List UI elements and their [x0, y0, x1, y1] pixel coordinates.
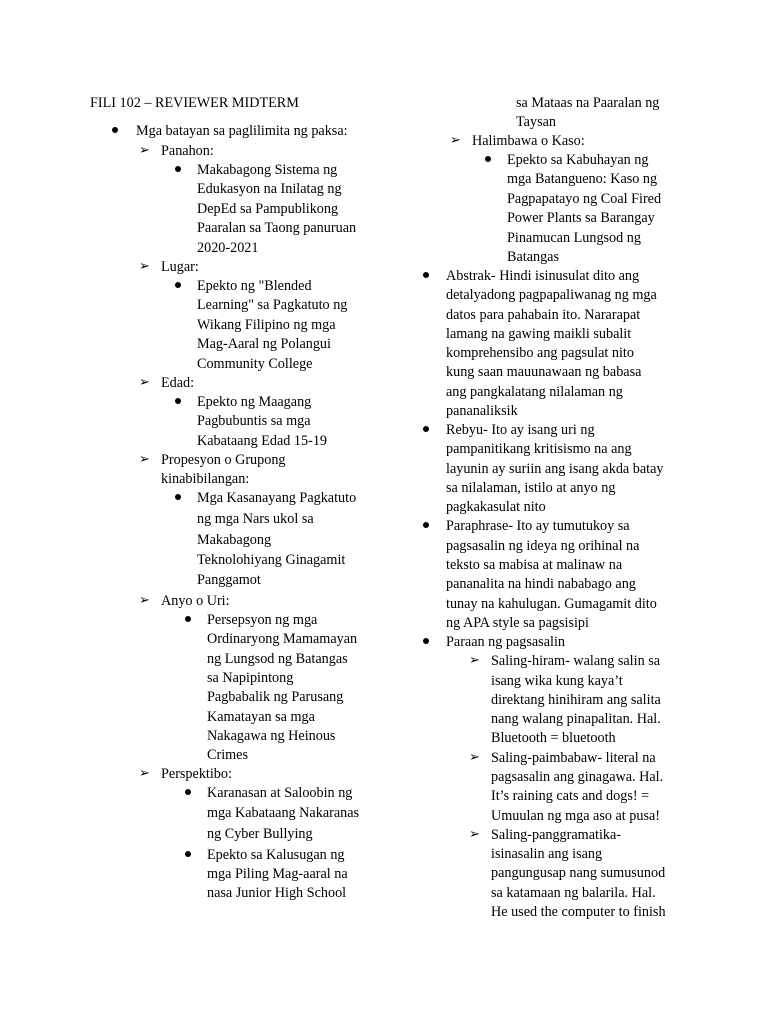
- list-item-line: Taysan: [516, 114, 556, 130]
- arrow-bullet-icon: ➢: [469, 653, 480, 668]
- list-item-line: Epekto sa Kalusugan ng: [207, 847, 345, 863]
- list-item-line: Panggamot: [197, 572, 261, 588]
- list-item-line: DepEd sa Pampublikong: [197, 201, 339, 217]
- list-item-line: Makabagong Sistema ng: [197, 162, 338, 178]
- list-item-line: Batangas: [507, 249, 560, 265]
- list-item-line: Paaralan sa Taong panuruan: [197, 220, 357, 236]
- arrow-bullet-icon: ➢: [139, 452, 150, 467]
- paragraph-line: layunin ay suriin ang isang akda batay: [446, 461, 664, 477]
- list-item-line: Saling-paimbabaw- literal na: [491, 750, 656, 766]
- section-heading: Mga batayan sa paglilimita ng paksa:: [136, 123, 348, 139]
- paragraph-line: pagsasalin ng ideya ng orihinal na: [446, 538, 640, 554]
- list-item-line: direktang hinihiram ang salita: [491, 692, 661, 708]
- subheading-perspektibo: Perspektibo:: [161, 766, 232, 782]
- bullet-dot-icon: [423, 272, 429, 278]
- paragraph-line: lamang na gawing maikli subalit: [446, 326, 632, 342]
- bullet-dot-icon: [185, 616, 191, 622]
- bullet-dot-icon: [423, 426, 429, 432]
- list-item-line: Edukasyon na Inilatag ng: [197, 181, 342, 197]
- subheading-halimbawa: Halimbawa o Kaso:: [472, 133, 585, 149]
- bullet-dot-icon: [185, 789, 191, 795]
- list-item-line: Pagpapatayo ng Coal Fired: [507, 191, 662, 207]
- list-item-line: sa Napipintong: [207, 670, 294, 686]
- subheading-propesyon: kinabibilangan:: [161, 471, 250, 487]
- list-item-line: pagsasalin ang ginagawa. Hal.: [491, 769, 664, 785]
- list-item-line: isang wika kung kaya’t: [491, 673, 623, 689]
- list-item-line: Epekto ng Maagang: [197, 394, 312, 410]
- list-item-line: Kamatayan sa mga: [207, 709, 315, 725]
- paragraph-line: Abstrak- Hindi isinusulat dito ang: [446, 268, 640, 284]
- list-item-line: Pagbubuntis sa mga: [197, 413, 311, 429]
- arrow-bullet-icon: ➢: [139, 593, 150, 608]
- list-item-line: Karanasan at Saloobin ng: [207, 785, 353, 801]
- list-item-line: Pagbabalik ng Parusang: [207, 689, 344, 705]
- bullet-dot-icon: [185, 851, 191, 857]
- list-item-line: pangungusap nang sumusunod: [491, 865, 666, 881]
- list-item-line: mga Piling Mag-aaral na: [207, 866, 348, 882]
- list-item-line: nang walang pinapalitan. Hal.: [491, 711, 661, 727]
- list-item-line: mga Kabataang Nakaranas: [207, 805, 360, 821]
- list-item-line: Pinamucan Lungsod ng: [507, 230, 641, 246]
- list-item-line: Bluetooth = bluetooth: [491, 730, 616, 746]
- bullet-dot-icon: [423, 638, 429, 644]
- paragraph-line: komprehensibo ang pagsulat nito: [446, 345, 634, 361]
- list-item-line: Power Plants sa Barangay: [507, 210, 655, 226]
- arrow-bullet-icon: ➢: [139, 766, 150, 781]
- bullet-dot-icon: [175, 398, 181, 404]
- paragraph-line: Paraan ng pagsasalin: [446, 634, 565, 650]
- list-item-line: Epekto sa Kabuhayan ng: [507, 152, 649, 168]
- bullet-dot-icon: [175, 494, 181, 500]
- arrow-bullet-icon: ➢: [139, 143, 150, 158]
- list-item-line: mga Batangueno: Kaso ng: [507, 171, 658, 187]
- paragraph-line: datos para pahabain ito. Nararapat: [446, 307, 641, 323]
- list-item-line: Epekto ng "Blended: [197, 278, 312, 294]
- arrow-bullet-icon: ➢: [139, 375, 150, 390]
- list-item-line: 2020-2021: [197, 240, 259, 256]
- arrow-bullet-icon: ➢: [469, 750, 480, 765]
- list-item-line: Umuulan ng mga aso at pusa!: [491, 808, 661, 824]
- paragraph-line: pananaliksik: [446, 403, 518, 419]
- arrow-bullet-icon: ➢: [139, 259, 150, 274]
- list-item-line: Crimes: [207, 747, 248, 763]
- bullet-dot-icon: [423, 522, 429, 528]
- list-item-line: He used the computer to finish: [491, 904, 666, 920]
- paragraph-line: pampanitikang kritisismo na ang: [446, 441, 632, 457]
- arrow-bullet-icon: ➢: [450, 133, 461, 148]
- list-item-line: ng Cyber Bullying: [207, 826, 313, 842]
- bullet-dot-icon: [175, 166, 181, 172]
- arrow-bullet-icon: ➢: [469, 827, 480, 842]
- bullet-dot-icon: [485, 156, 491, 162]
- list-item-line: sa katamaan ng balarila. Hal.: [491, 885, 656, 901]
- list-item-line: Ordinaryong Mamamayan: [207, 631, 358, 647]
- paragraph-line: teksto sa mabisa at malinaw na: [446, 557, 623, 573]
- paragraph-line: ang pangkalatang nilalaman ng: [446, 384, 623, 400]
- document-title: FILI 102 – REVIEWER MIDTERM: [90, 95, 299, 111]
- subheading-edad: Edad:: [161, 375, 195, 391]
- bullet-dot-icon: [112, 127, 118, 133]
- paragraph-line: Paraphrase- Ito ay tumutukoy sa: [446, 518, 630, 534]
- list-item-line: Community College: [197, 356, 313, 372]
- list-item-line: Saling-panggramatika-: [491, 827, 622, 843]
- paragraph-line: Rebyu- Ito ay isang uri ng: [446, 422, 595, 438]
- subheading-anyo: Anyo o Uri:: [161, 593, 230, 609]
- list-item-line: Makabagong: [197, 532, 272, 548]
- paragraph-line: detalyadong pagpapaliwanag ng mga: [446, 287, 657, 303]
- list-item-line: nasa Junior High School: [207, 885, 347, 901]
- list-item-line: Mag-Aaral ng Polangui: [197, 336, 331, 352]
- subheading-lugar: Lugar:: [161, 259, 199, 275]
- list-item-line: Learning" sa Pagkatuto ng: [197, 297, 348, 313]
- list-item-line: Nakagawa ng Heinous: [207, 728, 336, 744]
- list-item-line: Teknolohiyang Ginagamit: [197, 552, 346, 568]
- paragraph-line: ng APA style sa pagsisipi: [446, 615, 589, 631]
- list-item-line: Mga Kasanayang Pagkatuto: [197, 490, 357, 506]
- list-item-line: ng mga Nars ukol sa: [197, 511, 314, 527]
- subheading-propesyon: Propesyon o Grupong: [161, 452, 286, 468]
- paragraph-line: tunay na kahulugan. Gumagamit dito: [446, 596, 657, 612]
- list-item-line: It’s raining cats and dogs! =: [491, 788, 650, 804]
- paragraph-line: kung saan mauunawaan ng babasa: [446, 364, 642, 380]
- list-item-line: ng Lungsod ng Batangas: [207, 651, 348, 667]
- list-item-line: Persepsyon ng mga: [207, 612, 318, 628]
- list-item-line: sa Mataas na Paaralan ng: [516, 95, 660, 111]
- bullet-dot-icon: [175, 282, 181, 288]
- list-item-line: Wikang Filipino ng mga: [197, 317, 336, 333]
- paragraph-line: pananalita na hindi nababago ang: [446, 576, 636, 592]
- paragraph-line: pagkakasulat nito: [446, 499, 546, 515]
- paragraph-line: sa nilalaman, istilo at anyo ng: [446, 480, 616, 496]
- subheading-panahon: Panahon:: [161, 143, 214, 159]
- list-item-line: Kabataang Edad 15-19: [197, 433, 328, 449]
- list-item-line: isinasalin ang isang: [491, 846, 603, 862]
- list-item-line: Saling-hiram- walang salin sa: [491, 653, 661, 669]
